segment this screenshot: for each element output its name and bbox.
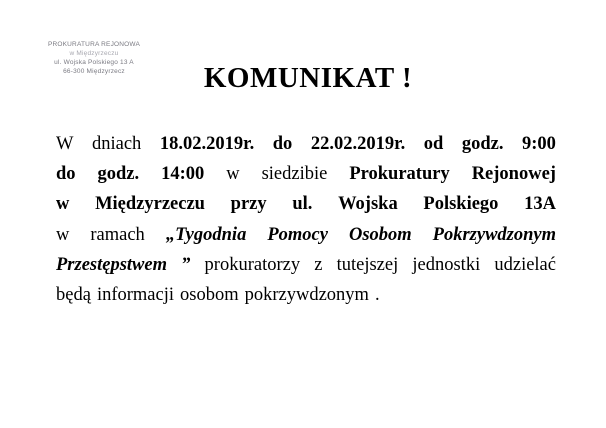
end-time: 14:00 [161,164,205,185]
word: pokrzywdzonym [244,284,369,305]
word: Prokuratury [349,164,450,185]
word: osobom [180,284,239,305]
word: godz. [97,164,140,185]
stamp-line: 66-300 Międzyrzecz [63,68,125,75]
word: godz. [461,134,504,154]
stamp-line: PROKURATURA REJONOWA [47,41,141,48]
body-line-4 [56,220,556,250]
word: tutejszej [336,254,399,275]
start-time: 9:00 [522,134,556,154]
word: ” [181,254,191,275]
word: prokuratorzy [204,254,301,275]
word: Osobom [348,224,412,245]
body-line-1 [56,129,556,159]
page-title: KOMUNIKAT ! [203,62,413,94]
word: w [56,194,70,215]
stamp-line: w Międzyrzeczu [69,50,119,57]
word: ul. [292,194,313,215]
word: w [226,164,240,185]
word: Międzyrzeczu [95,194,205,215]
word: jednostki [412,254,481,275]
word: z [314,254,323,275]
word: 13A [524,194,556,215]
word: w [56,224,70,245]
word: udzielać [494,254,556,275]
word: Rejonowej [471,164,556,185]
announcement-body [56,129,556,310]
word: informacji [96,284,174,305]
word: będą [56,284,91,305]
word: przy [230,194,267,215]
word: Polskiego [423,194,499,215]
word: do [272,134,293,154]
word: Przestępstwem [56,254,167,275]
word: Pomocy [267,224,328,245]
body-line-3 [56,189,556,219]
word: od [423,134,444,154]
word: Pokrzywdzonym [432,224,556,245]
start-date: 18.02.2019r. [159,134,255,154]
body-line-2 [56,159,556,189]
word: W [56,134,74,154]
word: dniach [92,134,142,154]
body-line-6 [56,280,556,310]
body-line-5 [56,250,556,280]
word: do [56,164,76,185]
stamp-line: ul. Wojska Polskiego 13 A [54,59,134,66]
word: siedzibie [261,164,328,185]
word: Wojska [338,194,398,215]
end-date: 22.02.2019r. [310,134,406,154]
word: „Tygodnia [165,224,247,245]
word: . [374,284,380,305]
word: ramach [90,224,145,245]
